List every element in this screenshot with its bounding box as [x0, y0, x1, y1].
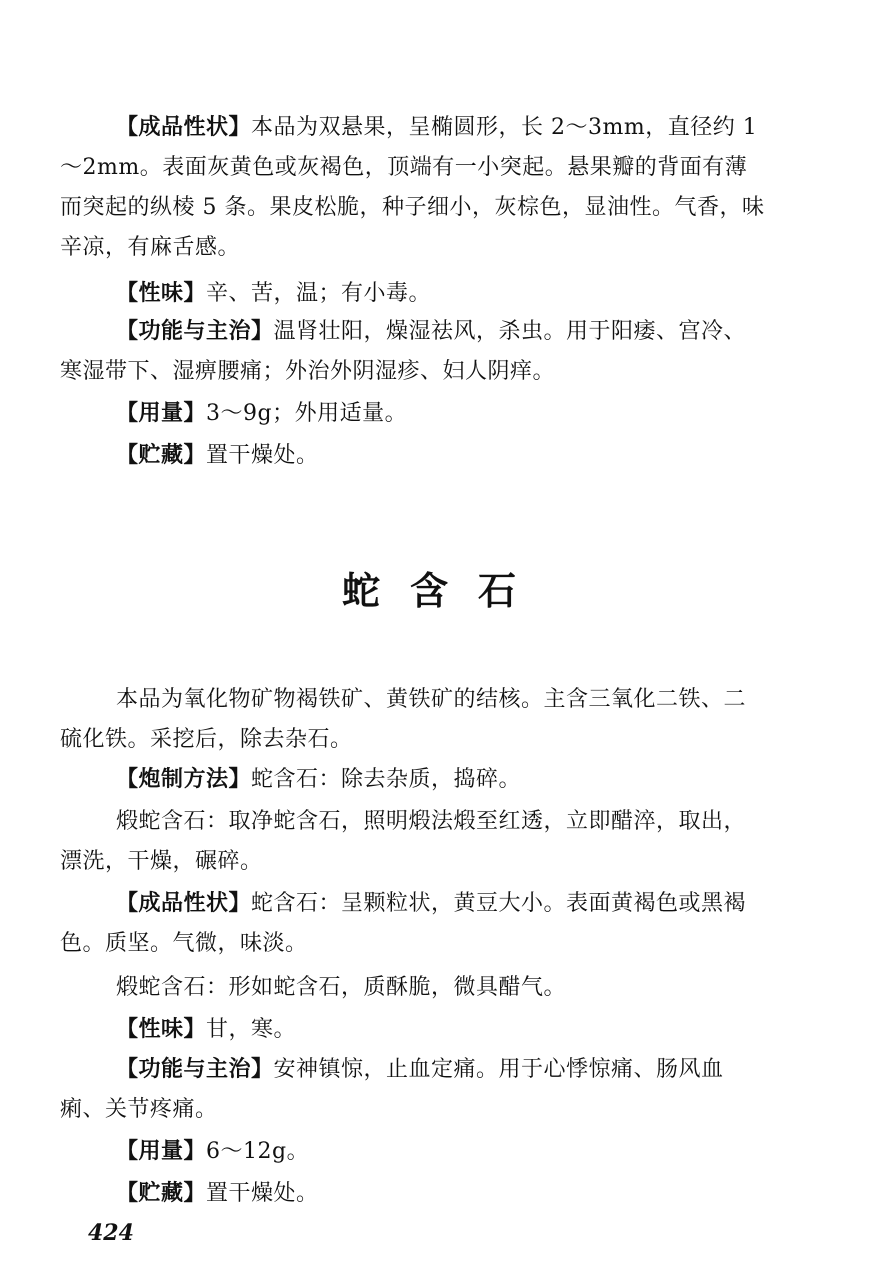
- label-processing: 【炮制方法】: [116, 767, 252, 792]
- text-appearance: 本品为双悬果，呈椭圆形，长 2～3mm，直径约 1～2mm。表面灰黄色或灰褐色，顶端有一小突起。悬果瓣的背面有薄而突起的纵棱 5 条。果皮松脆，种子细小，灰棕色，显油性。气香，味辛凉，有麻舌感。: [60, 115, 765, 260]
- text-main-appearance: 蛇含石：呈颗粒状，黄豆大小。表面黄褐色或黑褐色。质坚。气微，味淡。: [60, 891, 747, 956]
- label-main-dosage: 【用量】: [116, 1139, 207, 1164]
- section-title: 蛇含石: [341, 568, 546, 613]
- paragraph-calcined-appearance: 煅蛇含石：形如蛇含石，质酥脆，微具醋气。: [116, 975, 567, 1000]
- text-storage: 置干燥处。: [206, 443, 319, 468]
- text-dosage: 3～9g；外用适量。: [206, 401, 408, 426]
- paragraph-intro: 本品为氧化物矿物褐铁矿、黄铁矿的结核。主含三氧化二铁、二硫化铁。采挖后，除去杂石。: [60, 687, 747, 752]
- text-processing: 蛇含石：除去杂质，捣碎。: [251, 767, 522, 792]
- text-main-dosage: 6～12g。: [206, 1139, 310, 1164]
- label-taste: 【性味】: [116, 281, 207, 306]
- label-main-storage: 【贮藏】: [116, 1181, 207, 1206]
- text-main-function: 安神镇惊，止血定痛。用于心悸惊痛、肠风血痢、关节疼痛。: [60, 1057, 724, 1122]
- paragraph-main-dosage: [60, 1132, 765, 1172]
- label-storage: 【贮藏】: [116, 443, 207, 468]
- text-taste: 辛、苦，温；有小毒。: [206, 281, 432, 306]
- paragraph-taste: [60, 274, 765, 314]
- paragraph-main-function: [60, 1050, 765, 1130]
- paragraph-calcined: 煅蛇含石：取净蛇含石，照明煅法煅至红透，立即醋淬，取出，漂洗，干燥，碾碎。: [60, 809, 747, 874]
- paragraph-appearance: [60, 108, 765, 268]
- label-appearance: 【成品性状】: [116, 115, 252, 140]
- label-main-taste: 【性味】: [116, 1017, 207, 1042]
- text-main-storage: 置干燥处。: [206, 1181, 319, 1206]
- paragraph-main-appearance: [60, 884, 765, 964]
- paragraph-main-storage: [60, 1174, 765, 1214]
- paragraph-storage: [60, 436, 765, 476]
- page-number: 424: [88, 1220, 134, 1246]
- paragraph-dosage: [60, 394, 765, 434]
- paragraph-main-taste: [60, 1010, 765, 1050]
- label-main-appearance: 【成品性状】: [116, 891, 252, 916]
- label-dosage: 【用量】: [116, 401, 207, 426]
- paragraph-function: [60, 312, 765, 392]
- text-main-taste: 甘，寒。: [206, 1017, 297, 1042]
- label-main-function: 【功能与主治】: [116, 1057, 274, 1082]
- paragraph-processing: [60, 760, 765, 800]
- text-function: 温肾壮阳，燥湿祛风，杀虫。用于阳痿、宫冷、寒湿带下、湿痹腰痛；外治外阴湿疹、妇人阴痒。: [60, 319, 747, 384]
- label-function: 【功能与主治】: [116, 319, 274, 344]
